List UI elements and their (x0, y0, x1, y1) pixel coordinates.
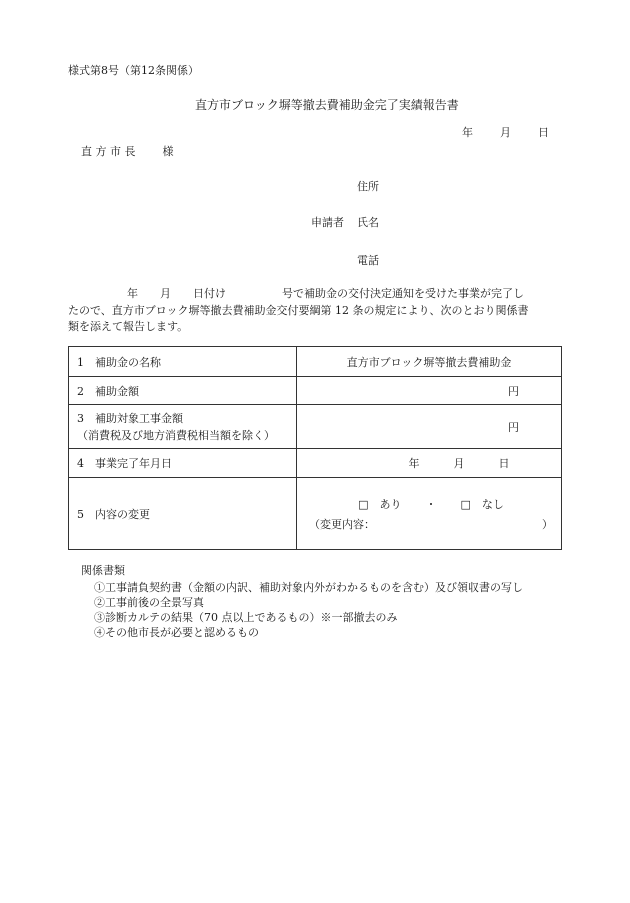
report-table (68, 346, 562, 550)
intro-line-2: たので、直方市ブロック塀等撤去費補助金交付要綱第 12 条の規定により、次のとおり関係書 (68, 304, 529, 317)
attachment-item: ①工事請負契約書（金額の内訳、補助対象内外がわかるものを含む）及び領収書の写し (94, 581, 523, 594)
address-label: 住所 (357, 180, 379, 193)
attachment-item: ③診断カルテの結果（70 点以上であるもの）※一部撤去のみ (94, 611, 398, 624)
row-label-sub: （消費税及び地方消費税相当額を除く） (77, 428, 275, 442)
change-detail-field[interactable]: （変更内容： (309, 517, 375, 531)
completion-day-label: 日 (498, 457, 510, 470)
completion-date-field[interactable] (297, 449, 562, 478)
content-change-cell (297, 478, 562, 550)
subsidy-amount-field[interactable]: 円 (297, 377, 562, 405)
date-year-label: 年 (462, 126, 473, 139)
row-label: 2 補助金額 (69, 377, 297, 405)
applicant-role-label: 申請者 (311, 216, 344, 229)
subsidy-name-value: 直方市ブロック塀等撤去費補助金 (297, 347, 562, 377)
intro-line-3: 類を添えて報告します。 (68, 320, 189, 333)
row-label-main: 3 補助対象工事金額 (77, 411, 183, 425)
change-detail-close: ） (542, 517, 553, 531)
submission-date (462, 124, 549, 140)
construction-amount-field[interactable]: 円 (297, 405, 562, 449)
row-label: 4 事業完了年月日 (69, 449, 297, 478)
table-row (69, 405, 562, 449)
change-no-checkbox[interactable]: □ なし (460, 497, 504, 511)
row-label (69, 405, 297, 449)
document-title: 直方市ブロック塀等撤去費補助金完了実績報告書 (195, 98, 459, 112)
row-label: 1 補助金の名称 (69, 347, 297, 377)
date-month-label: 月 (500, 126, 511, 139)
option-separator: ・ (425, 497, 437, 511)
table-row (69, 377, 562, 405)
attachment-item: ②工事前後の全景写真 (94, 596, 204, 609)
table-row (69, 347, 562, 377)
table-row (69, 478, 562, 550)
table-row (69, 449, 562, 478)
name-label: 氏名 (357, 216, 379, 229)
addressee-name: 直 方 市 長 (81, 145, 136, 158)
date-day-label: 日 (538, 126, 549, 139)
row-label: 5 内容の変更 (69, 478, 297, 550)
completion-year-label: 年 (408, 457, 420, 470)
phone-label: 電話 (357, 254, 379, 267)
completion-month-label: 月 (453, 457, 465, 470)
change-yes-checkbox[interactable]: □ あり (358, 497, 402, 511)
addressee (81, 143, 174, 159)
attachment-item: ④その他市長が必要と認めるもの (94, 626, 259, 639)
attachments-heading: 関係書類 (81, 564, 125, 577)
addressee-honorific: 様 (162, 145, 174, 158)
form-number: 様式第8号（第12条関係） (68, 64, 199, 77)
intro-line-1: 年 月 日付け 号で補助金の交付決定通知を受けた事業が完了し (127, 287, 524, 300)
